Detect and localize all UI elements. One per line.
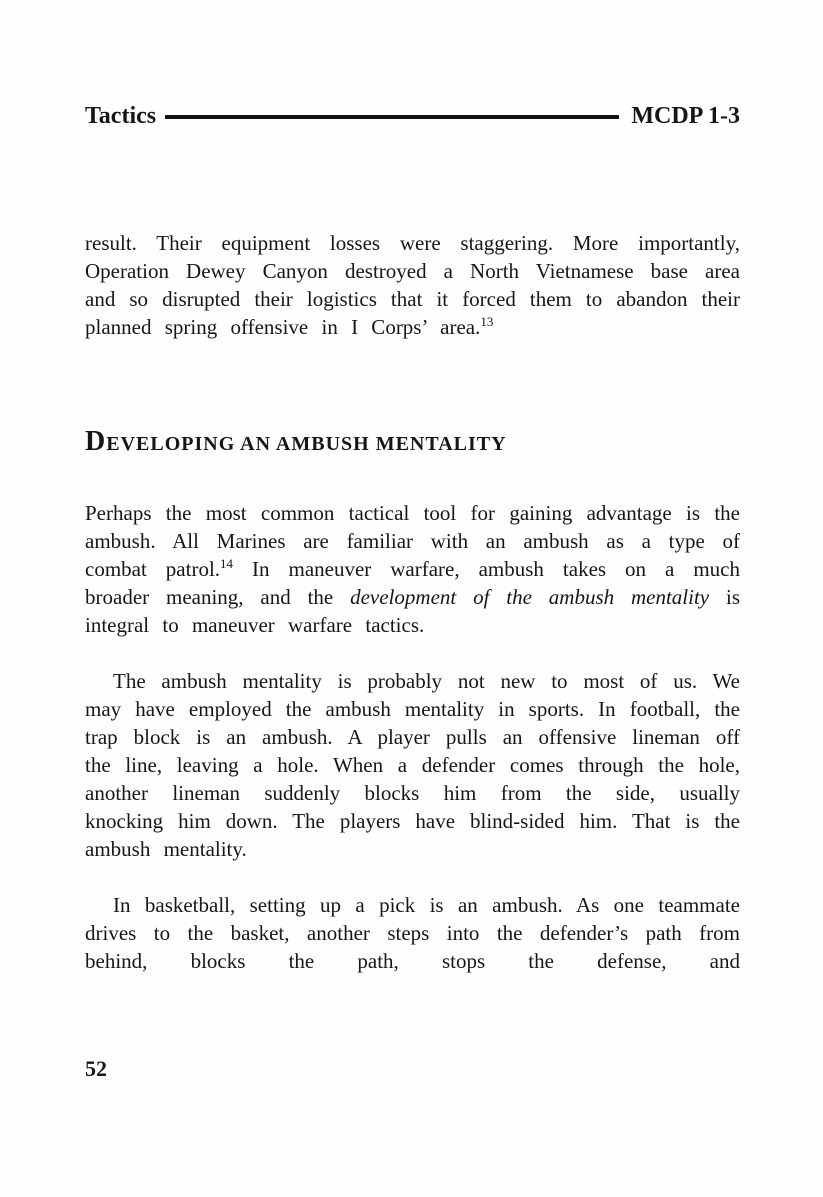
running-header <box>85 103 740 129</box>
paragraph-dewey-canyon-result: result. Their equipment losses were staggering. More importantly, Operation Dewey Canyon destroyed a North Vietnamese base area and so disrupted their logistics that it forced them to abandon their planned spring offensive in I Corps’ area.$^{13}$ <box>85 231 740 339</box>
section-heading-rest: EVELOPING AN AMBUSH MENTALITY <box>106 433 507 455</box>
section-heading <box>85 427 740 459</box>
page-footer <box>85 1056 107 1082</box>
section-heading-initial: D <box>85 426 107 457</box>
running-head-title: Tactics <box>85 103 157 129</box>
header-rule <box>165 115 619 119</box>
running-head-doc-id: MCDP 1-3 <box>631 103 740 129</box>
paragraph-basketball-example: In basketball, setting up a pick is an ambush. As one teammate drives to the basket, another steps into the defender’s path from behind, blocks the path, stops the defense, and <box>85 893 740 973</box>
paragraph-football-example: The ambush mentality is probably not new to most of us. We may have employed the ambush mentality in sports. In football, the trap block is an ambush. A player pulls an offensive lineman off the line, leaving a hole. When a defender comes through the hole, another lineman suddenly blocks him from the side, usually knocking him down. The players have blind-sided him. That is the ambush mentality. <box>85 669 740 861</box>
paragraph-ambush-intro: Perhaps the most common tactical tool for gaining advantage is the ambush. All Marines are familiar with an ambush as a type of combat patrol.$^{14}$ In maneuver warfare, ambush takes on a much broader meaning, and the development of the ambush mentality is integral to maneuver warfare tactics. <box>85 501 741 637</box>
page-number: 52 <box>85 1056 107 1081</box>
